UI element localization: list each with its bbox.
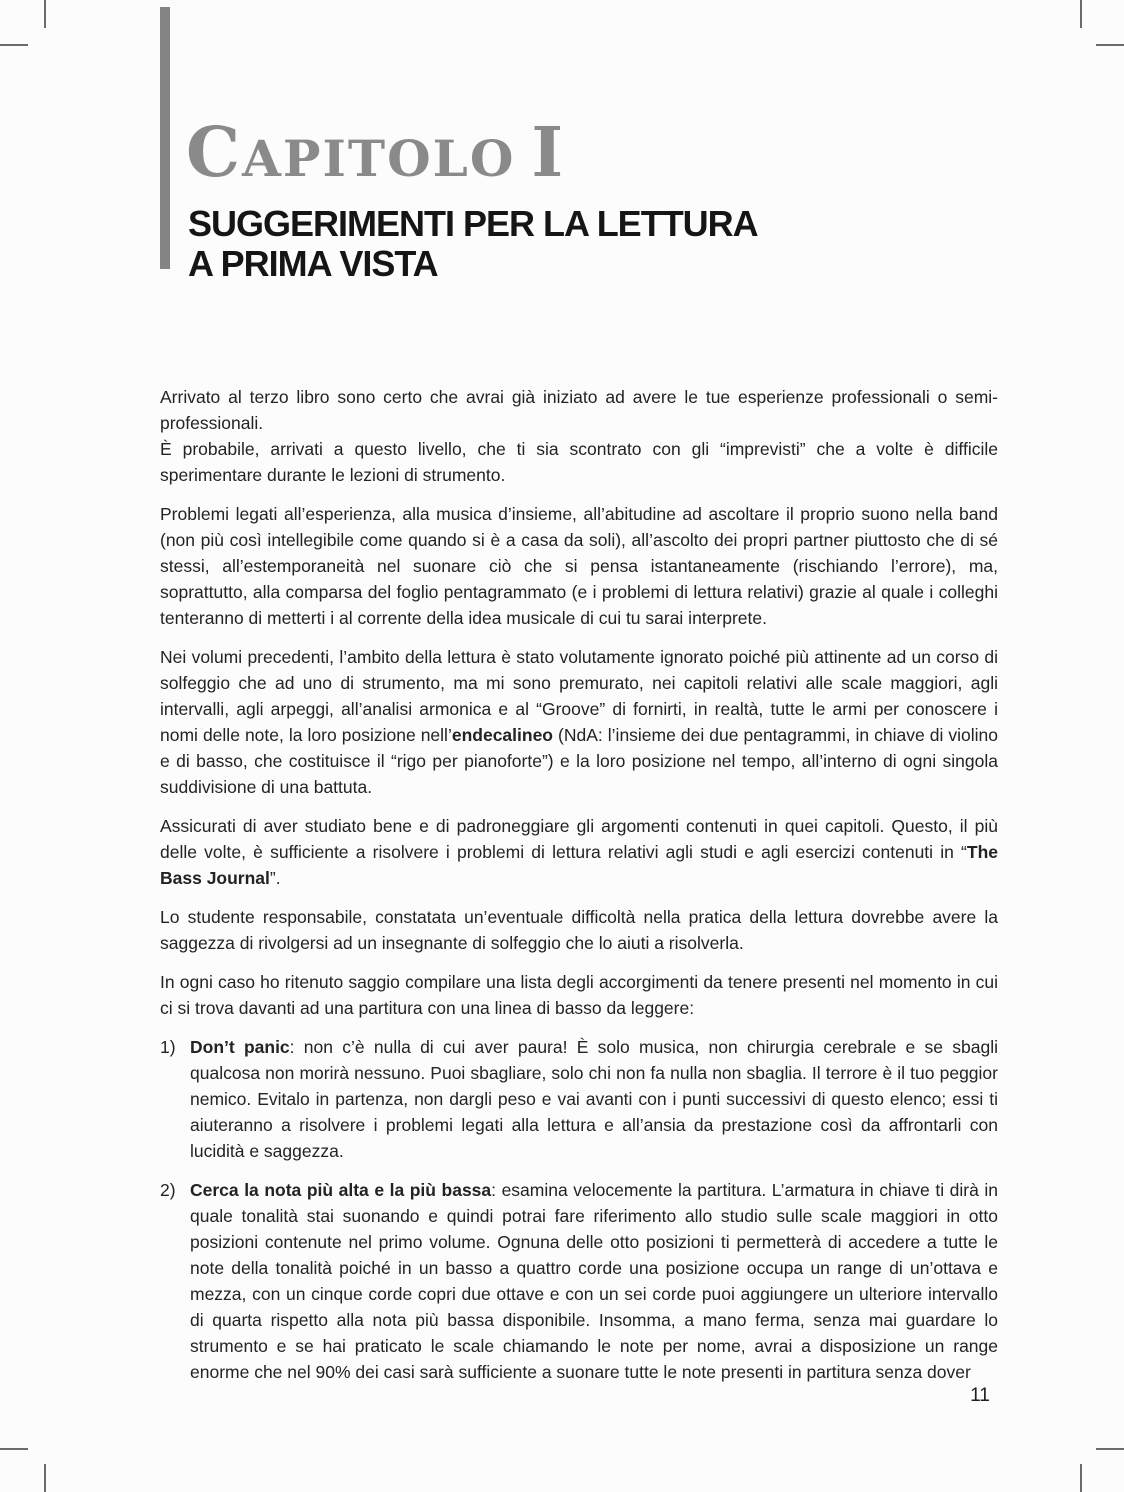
text-run: Lo studente responsabile, constatata un’eventuale difficoltà nella pratica della lettura dovrebbe avere la saggezza di rivolgersi ad un insegnante di solfeggio che lo aiuti a risolverla. <box>160 907 998 953</box>
subtitle-line-1: SUGGERIMENTI PER LA LETTURA <box>188 203 758 244</box>
crop-mark <box>44 0 46 28</box>
list-item-marker: 2) <box>160 1180 176 1200</box>
bold-text: endecalineo <box>451 725 553 745</box>
chapter-title-rest: APITOLO <box>242 129 516 188</box>
paragraph <box>160 644 998 800</box>
text-run: (NdA: l’insieme dei due pentagrammi, in chiave di violino e di basso, che costituisce il “rigo per pianoforte”) e la loro posizione nel tempo, all’interno di ogni singola suddivisione di una battuta. <box>160 725 998 797</box>
paragraph <box>160 436 998 488</box>
paragraph <box>160 904 998 956</box>
page-number: 11 <box>970 1385 990 1406</box>
list-item <box>160 1177 998 1385</box>
subtitle-line-2: A PRIMA VISTA <box>188 243 438 284</box>
chapter-title-initial: C <box>186 113 243 193</box>
list-item <box>160 1034 998 1164</box>
crop-mark <box>44 1464 46 1492</box>
text-run: È probabile, arrivati a questo livello, che ti sia scontrato con gli “imprevisti” che a volte è difficile sperimentare durante le lezioni di strumento. <box>160 439 998 485</box>
text-run: Arrivato al terzo libro sono certo che avrai già iniziato ad avere le tue esperienze professionali o semi-professionali. <box>160 387 998 433</box>
text-run: Nei volumi precedenti, l’ambito della lettura è stato volutamente ignorato poiché più attinente ad un corso di solfeggio che ad uno di strumento, ma mi sono premurato, nei capitoli relativi alle scale maggiori, agli intervalli, agli arpeggi, all’analisi armonica e al “Groove” di fornirti, in realtà, tutte le armi per conoscere i nomi delle note, la loro posizione nell’ <box>160 647 998 745</box>
crop-mark <box>1096 1448 1124 1450</box>
bold-text: The Bass Journal <box>160 842 998 888</box>
paragraph <box>160 813 998 891</box>
crop-mark <box>1096 44 1124 46</box>
chapter-numeral: I <box>531 113 566 193</box>
crop-mark <box>1080 1464 1082 1492</box>
text-run: Assicurati di aver studiato bene e di padroneggiare gli argomenti contenuti in quei capitoli. Questo, il più delle volte, è sufficiente a risolvere i problemi di lettura relativi agli studi e agli esercizi contenuti in “ <box>160 816 998 862</box>
chapter-accent-bar <box>160 7 170 269</box>
bold-text: Don’t panic <box>190 1037 290 1057</box>
list-item-marker: 1) <box>160 1037 176 1057</box>
body-text <box>160 384 998 1385</box>
paragraph <box>160 384 998 436</box>
crop-mark <box>0 44 28 46</box>
paragraph <box>160 969 998 1021</box>
chapter-title <box>186 113 566 199</box>
text-run: ”. <box>269 868 281 888</box>
crop-mark <box>1080 0 1082 28</box>
text-run: In ogni caso ho ritenuto saggio compilare una lista degli accorgimenti da tenere presenti nel momento in cui ci si trova davanti ad una partitura con una linea di basso da leggere: <box>160 972 998 1018</box>
bold-text: Cerca la nota più alta e la più bassa <box>190 1180 492 1200</box>
text-run: : non c’è nulla di cui aver paura! È solo musica, non chirurgia cerebrale e se sbagli qualcosa non morirà nessuno. Puoi sbagliare, solo chi non fa nulla non sbaglia. Il terrore è il tuo peggior nemico. Evitalo in partenza, non dargli peso e vai avanti con i punti successivi di questo elenco; essi ti aiuteranno a risolvere i problemi legati alla lettura e all’ansia da prestazione così da affrontarli con lucidità e saggezza. <box>190 1037 998 1161</box>
paragraph <box>160 501 998 631</box>
list-item-text <box>190 1177 998 1385</box>
text-run: Problemi legati all’esperienza, alla musica d’insieme, all’abitudine ad ascoltare il proprio suono nella band (non più così intellegibile come quando si è a casa da soli), all’ascolto dei propri partner piuttosto che di sé stessi, all’estemporaneità nel suonare ciò che si pensa istantaneamente (rischiando l’errore), ma, soprattutto, alla comparsa del foglio pentagrammato (e i problemi di lettura relativi) grazie al quale i colleghi tenteranno di metterti i al corrente della idea musicale di cui tu sarai interprete. <box>160 504 998 628</box>
chapter-subtitle <box>188 204 758 284</box>
crop-mark <box>0 1448 28 1450</box>
text-run: : esamina velocemente la partitura. L’armatura in chiave ti dirà in quale tonalità stai suonando e quindi potrai fare riferimento allo studio sulle scale maggiori in otto posizioni contenute nel primo volume. Ognuna delle otto posizioni ti permetterà di accedere a tutte le note della tonalità poiché in un basso a quattro corde una posizione occupa un range di un’ottava e mezza, con un cinque corde copri due ottave e con un sei corde puoi aggiungere un ulteriore intervallo di quarta rispetto alla nota più bassa disponibile. Insomma, a mano ferma, senza mai guardare lo strumento e se hai praticato le scale chiamando le note per nome, avrai a disposizione un range enorme che nel 90% dei casi sarà sufficiente a suonare tutte le note presenti in partitura senza dover <box>190 1180 998 1382</box>
list-item-text <box>190 1034 998 1164</box>
